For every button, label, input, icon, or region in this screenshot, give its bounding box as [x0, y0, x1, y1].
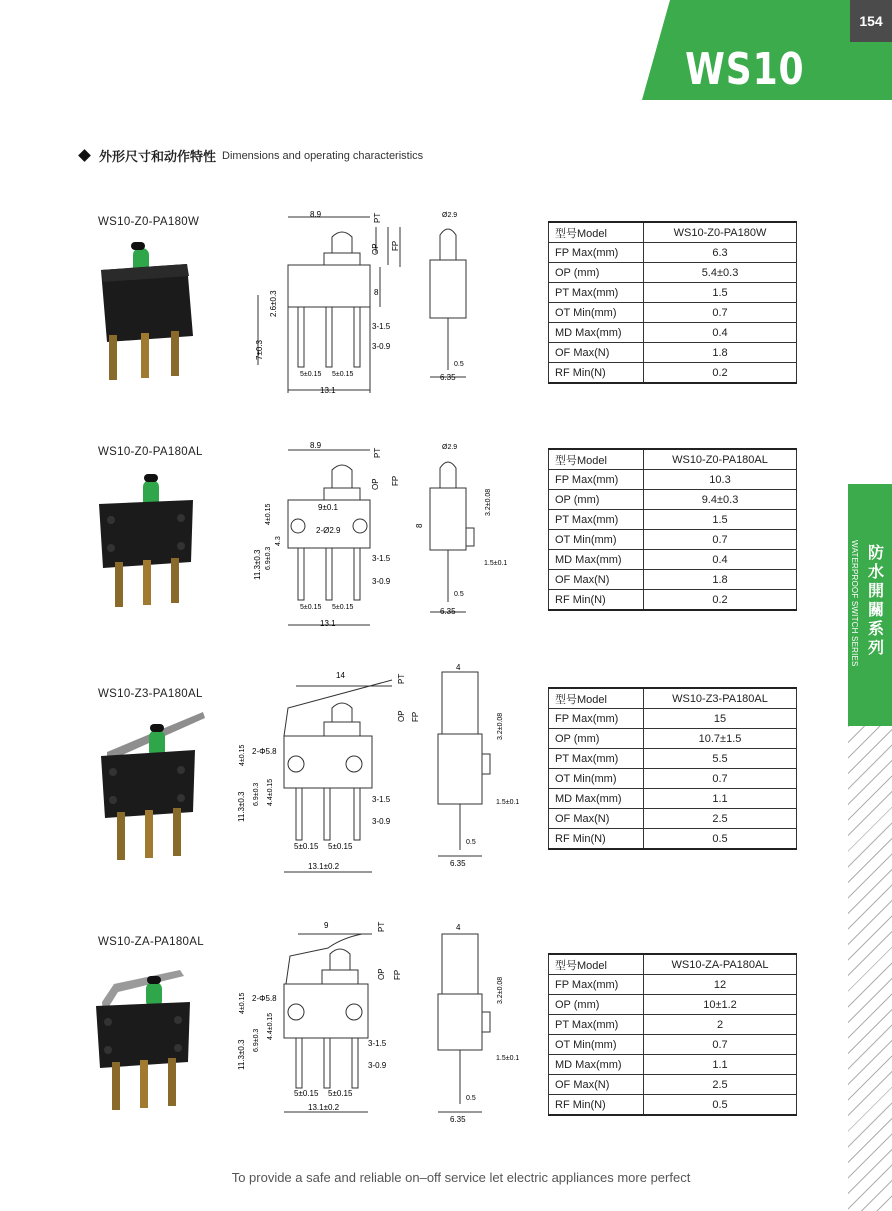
dim-label: 5±0.15	[300, 371, 322, 378]
section-heading	[80, 146, 423, 165]
spec-value: 0.2	[644, 590, 797, 611]
dim-label: 0.5	[466, 1095, 476, 1102]
dim-label: FP	[391, 475, 400, 486]
spec-label: MD Max(mm)	[549, 789, 644, 809]
product-photo	[95, 240, 205, 385]
spec-label: RF Min(N)	[549, 590, 644, 611]
hatch-decoration	[848, 726, 892, 1211]
spec-row	[549, 550, 797, 570]
spec-label: OF Max(N)	[549, 343, 644, 363]
dim-label: 6.35	[450, 1115, 466, 1124]
dim-label: 4.3	[275, 536, 282, 546]
spec-row	[549, 729, 797, 749]
dim-label: 8	[415, 523, 424, 528]
spec-value: 2.5	[644, 1075, 797, 1095]
dim-label: 3-0.9	[372, 342, 391, 351]
spec-label: OP (mm)	[549, 995, 644, 1015]
dim-label: 6.35	[440, 607, 456, 616]
spec-row	[549, 829, 797, 850]
spec-value: 0.5	[644, 829, 797, 850]
spec-value: 1.8	[644, 343, 797, 363]
spec-row	[549, 1015, 797, 1035]
dim-label: 3-1.5	[372, 554, 391, 563]
section-title-en: Dimensions and operating characteristics	[222, 149, 424, 162]
dim-label: 4.4±0.15	[267, 778, 274, 806]
dim-label: 3-0.9	[372, 577, 391, 586]
dim-label: 4±0.15	[239, 744, 246, 766]
dim-label: 6.35	[440, 373, 456, 382]
spec-label: PT Max(mm)	[549, 1015, 644, 1035]
spec-value: 10.3	[644, 470, 797, 490]
spec-value: 10.7±1.5	[644, 729, 797, 749]
dim-label: 5±0.15	[332, 371, 354, 378]
spec-value: 0.7	[644, 1035, 797, 1055]
dim-label: 5±0.15	[294, 1089, 319, 1098]
spec-label: OT Min(mm)	[549, 303, 644, 323]
spec-value: 5.5	[644, 749, 797, 769]
dim-label: PT	[397, 673, 406, 684]
dim-label: 1.5±0.1	[484, 560, 508, 567]
spec-row	[549, 1035, 797, 1055]
spec-value: 1.1	[644, 789, 797, 809]
spec-value: 1.8	[644, 570, 797, 590]
dim-label: 2-Ø2.9	[316, 526, 341, 535]
dim-label: 3.2±0.08	[497, 976, 504, 1004]
spec-label: FP Max(mm)	[549, 709, 644, 729]
spec-value: 15	[644, 709, 797, 729]
spec-row	[549, 709, 797, 729]
dim-label: 8.9	[310, 441, 322, 450]
product-photo	[95, 470, 205, 615]
spec-value: 0.2	[644, 363, 797, 384]
spec-row	[549, 303, 797, 323]
spec-label: OF Max(N)	[549, 1075, 644, 1095]
dim-label: 11.3±0.3	[237, 1039, 246, 1070]
dimension-drawing	[240, 440, 540, 635]
dim-label: FP	[393, 969, 402, 980]
spec-row	[549, 1055, 797, 1075]
dim-label: 6.9±0.3	[265, 546, 272, 570]
series-side-tab	[848, 484, 892, 726]
dim-label: 3-1.5	[372, 322, 391, 331]
spec-label: PT Max(mm)	[549, 749, 644, 769]
spec-table	[548, 221, 797, 384]
spec-label: MD Max(mm)	[549, 550, 644, 570]
spec-row	[549, 363, 797, 384]
spec-row	[549, 995, 797, 1015]
spec-label: RF Min(N)	[549, 1095, 644, 1116]
dim-label: 3.2±0.08	[497, 712, 504, 740]
spec-row	[549, 343, 797, 363]
spec-value: 12	[644, 975, 797, 995]
spec-label: OP (mm)	[549, 490, 644, 510]
dim-label: 2-Φ5.8	[252, 747, 277, 756]
dim-label: 8	[374, 288, 379, 297]
dim-label: Ø2.9	[442, 212, 458, 219]
dim-label: 3-1.5	[368, 1039, 387, 1048]
dim-label: 3.2±0.08	[485, 488, 492, 516]
spec-row	[549, 530, 797, 550]
spec-row	[549, 975, 797, 995]
spec-label: 型号Model	[549, 954, 644, 975]
dim-label: FP	[411, 711, 420, 722]
dim-label: 6.9±0.3	[253, 782, 260, 806]
dim-label: Ø2.9	[442, 444, 458, 451]
dim-label: OP	[371, 243, 380, 255]
spec-value: 2.5	[644, 809, 797, 829]
spec-value: 0.4	[644, 323, 797, 343]
dim-label: 0.5	[454, 591, 464, 598]
product-name: WS10-Z0-PA180W	[98, 216, 200, 228]
spec-label: OP (mm)	[549, 729, 644, 749]
spec-value: 1.1	[644, 1055, 797, 1075]
spec-value: 5.4±0.3	[644, 263, 797, 283]
spec-label: FP Max(mm)	[549, 975, 644, 995]
spec-row	[549, 263, 797, 283]
dim-label: FP	[391, 240, 400, 251]
spec-table	[548, 953, 797, 1116]
product-name: WS10-ZA-PA180AL	[98, 936, 204, 948]
product-photo	[92, 962, 207, 1117]
dim-label: 2.6±0.3	[269, 290, 278, 317]
side-tab-en: WATERPROOF SWITCH SERIES	[850, 540, 859, 667]
spec-label: FP Max(mm)	[549, 470, 644, 490]
dim-label: PT	[377, 921, 386, 932]
spec-label: PT Max(mm)	[549, 510, 644, 530]
dim-label: 1.5±0.1	[496, 1055, 520, 1062]
spec-row	[549, 283, 797, 303]
section-title-cn: 外形尺寸和动作特性	[99, 149, 217, 164]
product-photo	[95, 708, 210, 868]
dim-label: 1.5±0.1	[496, 799, 520, 806]
spec-row	[549, 222, 797, 243]
spec-value: WS10-ZA-PA180AL	[644, 954, 797, 975]
dim-label: 4±0.15	[239, 992, 246, 1014]
spec-row	[549, 570, 797, 590]
spec-row	[549, 769, 797, 789]
spec-label: 型号Model	[549, 222, 644, 243]
spec-value: 10±1.2	[644, 995, 797, 1015]
spec-value: WS10-Z0-PA180W	[644, 222, 797, 243]
spec-label: 型号Model	[549, 449, 644, 470]
spec-row	[549, 590, 797, 611]
dim-label: 13.1±0.2	[308, 862, 340, 871]
spec-value: 9.4±0.3	[644, 490, 797, 510]
dim-label: 13.1	[320, 386, 336, 395]
dim-label: 4	[456, 923, 461, 932]
spec-row	[549, 510, 797, 530]
dim-label: 5±0.15	[328, 1089, 353, 1098]
spec-value: 0.5	[644, 1095, 797, 1116]
spec-label: 型号Model	[549, 688, 644, 709]
side-tab-cn: 防水開關系列	[867, 545, 884, 657]
spec-value: 1.5	[644, 283, 797, 303]
dim-label: 6.35	[450, 859, 466, 868]
spec-row	[549, 243, 797, 263]
spec-label: OP (mm)	[549, 263, 644, 283]
spec-value: 0.7	[644, 530, 797, 550]
dim-label: 11.3±0.3	[237, 791, 246, 822]
footer-slogan: To provide a safe and reliable on–off service let electric appliances more perfect	[231, 1170, 691, 1185]
spec-label: MD Max(mm)	[549, 323, 644, 343]
spec-row	[549, 490, 797, 510]
spec-row	[549, 954, 797, 975]
dimension-drawing	[232, 660, 542, 880]
dim-label: 5±0.15	[300, 604, 322, 611]
spec-value: 2	[644, 1015, 797, 1035]
dim-label: 9±0.1	[318, 503, 338, 512]
spec-value: 6.3	[644, 243, 797, 263]
dim-label: 0.5	[454, 361, 464, 368]
spec-row	[549, 449, 797, 470]
spec-label: FP Max(mm)	[549, 243, 644, 263]
spec-label: OF Max(N)	[549, 809, 644, 829]
spec-row	[549, 809, 797, 829]
spec-label: OF Max(N)	[549, 570, 644, 590]
dimension-drawing	[240, 205, 540, 400]
spec-table	[548, 687, 797, 850]
dim-label: 5±0.15	[328, 842, 353, 851]
dim-label: OP	[371, 478, 380, 490]
spec-row	[549, 323, 797, 343]
spec-value: WS10-Z0-PA180AL	[644, 449, 797, 470]
spec-row	[549, 1095, 797, 1116]
spec-value: 0.7	[644, 303, 797, 323]
dim-label: 0.5	[466, 839, 476, 846]
model-title: WS10	[684, 44, 804, 95]
dim-label: PT	[373, 212, 382, 223]
spec-label: RF Min(N)	[549, 363, 644, 384]
dim-label: 4	[456, 663, 461, 672]
dim-label: 14	[336, 671, 345, 680]
product-name: WS10-Z0-PA180AL	[98, 446, 203, 458]
spec-label: OT Min(mm)	[549, 769, 644, 789]
spec-row	[549, 789, 797, 809]
dim-label: 13.1±0.2	[308, 1103, 340, 1112]
spec-row	[549, 688, 797, 709]
dim-label: 7±0.3	[255, 340, 264, 360]
dim-label: 13.1	[320, 619, 336, 628]
spec-table	[548, 448, 797, 611]
dim-label: PT	[373, 447, 382, 458]
dim-label: 11.3±0.3	[253, 549, 262, 580]
spec-label: RF Min(N)	[549, 829, 644, 850]
spec-row	[549, 1075, 797, 1095]
spec-value: 0.7	[644, 769, 797, 789]
spec-row	[549, 470, 797, 490]
spec-label: OT Min(mm)	[549, 1035, 644, 1055]
dim-label: 4.4±0.15	[267, 1012, 274, 1040]
spec-label: MD Max(mm)	[549, 1055, 644, 1075]
page-number: 154	[850, 0, 892, 42]
dim-label: OP	[397, 710, 406, 722]
dim-label: 3-1.5	[372, 795, 391, 804]
diamond-bullet-icon	[78, 149, 91, 162]
spec-label: OT Min(mm)	[549, 530, 644, 550]
dim-label: 5±0.15	[294, 842, 319, 851]
spec-row	[549, 749, 797, 769]
dim-label: 3-0.9	[372, 817, 391, 826]
spec-value: 0.4	[644, 550, 797, 570]
product-name: WS10-Z3-PA180AL	[98, 688, 203, 700]
spec-label: PT Max(mm)	[549, 283, 644, 303]
dim-label: 3-0.9	[368, 1061, 387, 1070]
dimension-drawing	[232, 912, 542, 1137]
dim-label: 6.9±0.3	[253, 1028, 260, 1052]
spec-value: WS10-Z3-PA180AL	[644, 688, 797, 709]
dim-label: OP	[377, 968, 386, 980]
spec-value: 1.5	[644, 510, 797, 530]
dim-label: 2-Φ5.8	[252, 994, 277, 1003]
dim-label: 8.9	[310, 210, 322, 219]
dim-label: 9	[324, 921, 329, 930]
dim-label: 5±0.15	[332, 604, 354, 611]
dim-label: 4±0.15	[265, 503, 272, 525]
